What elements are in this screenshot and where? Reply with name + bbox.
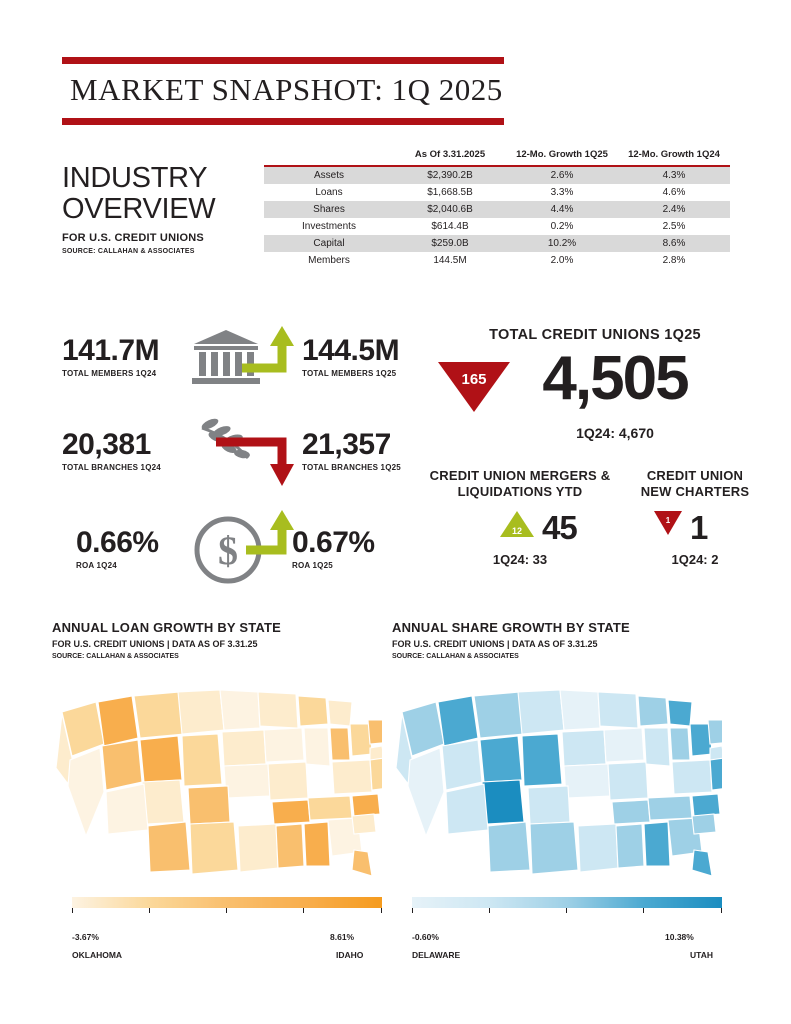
state-indiana: [330, 728, 350, 760]
state-alabama: [304, 822, 330, 866]
state-wisconsin: [638, 696, 668, 726]
title-rule-bottom: [62, 118, 504, 125]
share-growth-map-subtitle: FOR U.S. CREDIT UNIONS | DATA AS OF 3.31.25: [392, 639, 598, 649]
svg-text:12: 12: [511, 526, 523, 536]
state-colorado: [182, 734, 222, 786]
state-minnesota: [258, 692, 298, 728]
row-g25: 10.2%: [506, 235, 618, 252]
loan-legend-min-state: OKLAHOMA: [72, 950, 123, 960]
share-growth-map-source: SOURCE: CALLAHAN & ASSOCIATES: [392, 653, 519, 660]
share-legend-ticks: [412, 908, 722, 914]
members-1q25-stat: [302, 336, 432, 378]
state-utah: [482, 780, 524, 824]
table-row: [264, 235, 730, 252]
roa-1q25-value: 0.67%: [292, 526, 375, 559]
branches-1q24-label: TOTAL BRANCHES 1Q24: [62, 463, 161, 472]
state-california: [408, 748, 444, 836]
mergers-value: 45: [542, 509, 577, 546]
branches-1q25-stat: [302, 430, 437, 472]
title-rule-top: [62, 57, 504, 64]
table-row: [264, 218, 730, 235]
state-idaho: [98, 696, 138, 746]
state-idaho: [438, 696, 478, 746]
row-g24: 2.8%: [662, 255, 686, 266]
page-title: MARKET SNAPSHOT: 1Q 2025: [70, 72, 503, 107]
state-tennessee: [308, 796, 352, 820]
roa-1q24-value: 0.66%: [76, 526, 159, 559]
state-northcarolina: [352, 794, 380, 816]
state-florida: [352, 850, 372, 876]
increase-triangle-icon: [500, 511, 534, 541]
state-utah: [142, 780, 184, 824]
decrease-triangle-small-icon: [654, 511, 682, 539]
table-header: [264, 147, 730, 166]
state-oklahoma-w: [188, 786, 230, 824]
bank-building-icon: [186, 316, 302, 390]
branches-1q24-stat: [62, 430, 197, 472]
us-choropleth-share-growth: [392, 680, 722, 880]
state-california: [68, 748, 104, 836]
row-g25: 3.3%: [550, 187, 574, 198]
table-body: [264, 166, 730, 269]
state-southcarolina: [352, 814, 376, 834]
roa-1q25-stat: [292, 528, 402, 570]
state-louisiana-w: [578, 824, 618, 872]
branches-1q24-value: 20,381: [62, 428, 151, 461]
share-legend-min-state: DELAWARE: [412, 950, 461, 960]
state-minnesota: [598, 692, 638, 728]
branches-1q25-value: 21,357: [302, 428, 391, 461]
state-indiana: [670, 728, 690, 760]
row-g24: 2.5%: [662, 221, 686, 232]
industry-overview-line2: OVERVIEW: [62, 193, 216, 225]
state-arizona: [446, 784, 488, 834]
state-iowa: [264, 728, 304, 762]
dollar-coin-icon: [188, 506, 302, 588]
loan-legend-max-state: IDAHO: [336, 950, 364, 960]
state-oklahoma-w: [528, 786, 570, 824]
svg-text:1: 1: [665, 516, 671, 525]
members-1q24-stat: [62, 336, 187, 378]
state-louisiana-w: [238, 824, 278, 872]
state-arkansas: [612, 800, 650, 824]
state-missouri: [268, 762, 308, 800]
state-southdakota: [560, 690, 600, 730]
row-as-of: 144.5M: [433, 255, 467, 266]
share-legend-gradient: [412, 897, 722, 908]
row-label: Capital: [264, 235, 394, 252]
row-g24: 8.6%: [618, 235, 730, 252]
state-wyoming: [140, 736, 182, 782]
state-colorado: [522, 734, 562, 786]
table-header-row: [264, 147, 730, 166]
state-wyoming: [480, 736, 522, 782]
mergers-previous: 1Q24: 33: [492, 552, 548, 567]
share-legend-max: 10.38%: [665, 932, 694, 942]
state-mississippi: [276, 824, 304, 868]
state-nebraska: [222, 730, 266, 766]
row-g24: 2.4%: [618, 201, 730, 218]
state-kentucky: [672, 760, 712, 794]
state-michigan: [328, 700, 352, 726]
state-virginia: [370, 756, 382, 790]
branches-1q25-label: TOTAL BRANCHES 1Q25: [302, 463, 401, 472]
table-row: [264, 201, 730, 218]
state-iowa: [604, 728, 644, 762]
loan-growth-map-panel: [52, 620, 402, 660]
state-michigan: [668, 700, 692, 726]
row-g24: 4.6%: [662, 187, 686, 198]
state-kansas: [224, 764, 270, 798]
new-charters-value: 1: [690, 509, 708, 546]
row-g25: 4.4%: [506, 201, 618, 218]
loan-legend-min: -3.67%: [72, 932, 99, 942]
loan-growth-map-subtitle: FOR U.S. CREDIT UNIONS | DATA AS OF 3.31.25: [52, 639, 258, 649]
state-southdakota: [220, 690, 260, 730]
row-g24: 4.3%: [618, 166, 730, 184]
state-virginia: [710, 756, 722, 790]
total-credit-unions-value: 4,505: [542, 344, 688, 413]
loan-legend-max: 8.61%: [330, 932, 355, 942]
state-montana: [134, 692, 184, 738]
new-charters-title-line1: CREDIT UNION: [646, 468, 744, 483]
state-tennessee: [648, 796, 692, 820]
state-pennsylvania: [368, 720, 382, 744]
state-newmexico: [148, 822, 190, 872]
row-label: Loans: [315, 187, 343, 198]
roa-1q24-stat: [76, 528, 186, 570]
col-header-growth-1q24: 12-Mo. Growth 1Q24: [628, 149, 720, 160]
state-missouri: [608, 762, 648, 800]
total-credit-unions-title: TOTAL CREDIT UNIONS 1Q25: [489, 327, 701, 343]
state-texas: [190, 822, 238, 874]
state-southcarolina: [692, 814, 716, 834]
members-1q25-label: TOTAL MEMBERS 1Q25: [302, 369, 397, 378]
members-1q24-label: TOTAL MEMBERS 1Q24: [62, 369, 157, 378]
state-nebraska: [562, 730, 606, 766]
row-label: Shares: [264, 201, 394, 218]
state-nevada: [102, 740, 142, 790]
loan-legend-gradient: [72, 897, 382, 908]
mergers-title-line2: LIQUIDATIONS YTD: [457, 484, 583, 499]
us-choropleth-loan-growth: [52, 680, 382, 880]
share-growth-map-panel: [392, 620, 742, 660]
industry-overview-subtitle: FOR U.S. CREDIT UNIONS: [62, 232, 204, 244]
table-row: [264, 166, 730, 184]
row-as-of: $2,040.6B: [394, 201, 506, 218]
state-mississippi: [616, 824, 644, 868]
state-kansas: [564, 764, 610, 798]
state-illinois: [304, 728, 330, 766]
loan-growth-map-source: SOURCE: CALLAHAN & ASSOCIATES: [52, 653, 179, 660]
industry-overview-table: [264, 147, 730, 269]
industry-overview-heading: [62, 163, 262, 255]
share-legend-max-state: UTAH: [690, 950, 713, 960]
mergers-title: [420, 468, 620, 500]
tree-branch-icon: [196, 418, 302, 496]
state-arkansas: [272, 800, 310, 824]
mergers-title-line1: CREDIT UNION MERGERS &: [429, 468, 611, 483]
title-block: [62, 57, 504, 125]
col-header-blank: [264, 147, 394, 166]
col-header-as-of: As Of 3.31.2025: [414, 149, 486, 160]
new-charters-previous: 1Q24: 2: [671, 552, 719, 567]
state-nevada: [442, 740, 482, 790]
share-legend-min: -0.60%: [412, 932, 439, 942]
row-g25: 2.0%: [550, 255, 574, 266]
state-westvirginia: [710, 746, 722, 760]
members-1q25-value: 144.5M: [302, 334, 400, 367]
state-texas: [530, 822, 578, 874]
row-as-of: $614.4B: [431, 221, 469, 232]
row-label: Investments: [302, 221, 356, 232]
state-illinois: [644, 728, 670, 766]
row-label: Assets: [264, 166, 394, 184]
state-arizona: [106, 784, 148, 834]
members-1q24-value: 141.7M: [62, 334, 160, 367]
row-as-of: $1,668.5B: [427, 187, 473, 198]
svg-text:165: 165: [461, 371, 487, 388]
row-label: Members: [308, 255, 350, 266]
state-northdakota: [178, 690, 224, 734]
new-charters-title-line2: NEW CHARTERS: [640, 484, 750, 499]
industry-overview-line1: INDUSTRY: [62, 162, 208, 194]
row-g25: 0.2%: [550, 221, 574, 232]
loan-legend-ticks: [72, 908, 382, 914]
industry-overview-source: SOURCE: CALLAHAN & ASSOCIATES: [62, 248, 195, 255]
state-montana: [474, 692, 524, 738]
loan-growth-map-title: ANNUAL LOAN GROWTH BY STATE: [52, 620, 282, 635]
state-newmexico: [488, 822, 530, 872]
state-northdakota: [518, 690, 564, 734]
col-header-growth-1q25: 12-Mo. Growth 1Q25: [516, 149, 608, 160]
row-as-of: $2,390.2B: [394, 166, 506, 184]
state-pennsylvania: [708, 720, 722, 744]
share-growth-map-title: ANNUAL SHARE GROWTH BY STATE: [392, 620, 630, 635]
row-g25: 2.6%: [506, 166, 618, 184]
state-alabama: [644, 822, 670, 866]
state-westvirginia: [370, 746, 382, 760]
state-wisconsin: [298, 696, 328, 726]
state-northcarolina: [692, 794, 720, 816]
total-credit-unions-previous: 1Q24: 4,670: [576, 425, 654, 441]
roa-1q24-label: ROA 1Q24: [76, 561, 117, 570]
table-row: [264, 184, 730, 201]
table-row: [264, 252, 730, 269]
svg-text:$: $: [218, 528, 238, 573]
state-florida: [692, 850, 712, 876]
state-kentucky: [332, 760, 372, 794]
new-charters-title: [620, 468, 770, 500]
roa-1q25-label: ROA 1Q25: [292, 561, 333, 570]
row-as-of: $259.0B: [394, 235, 506, 252]
